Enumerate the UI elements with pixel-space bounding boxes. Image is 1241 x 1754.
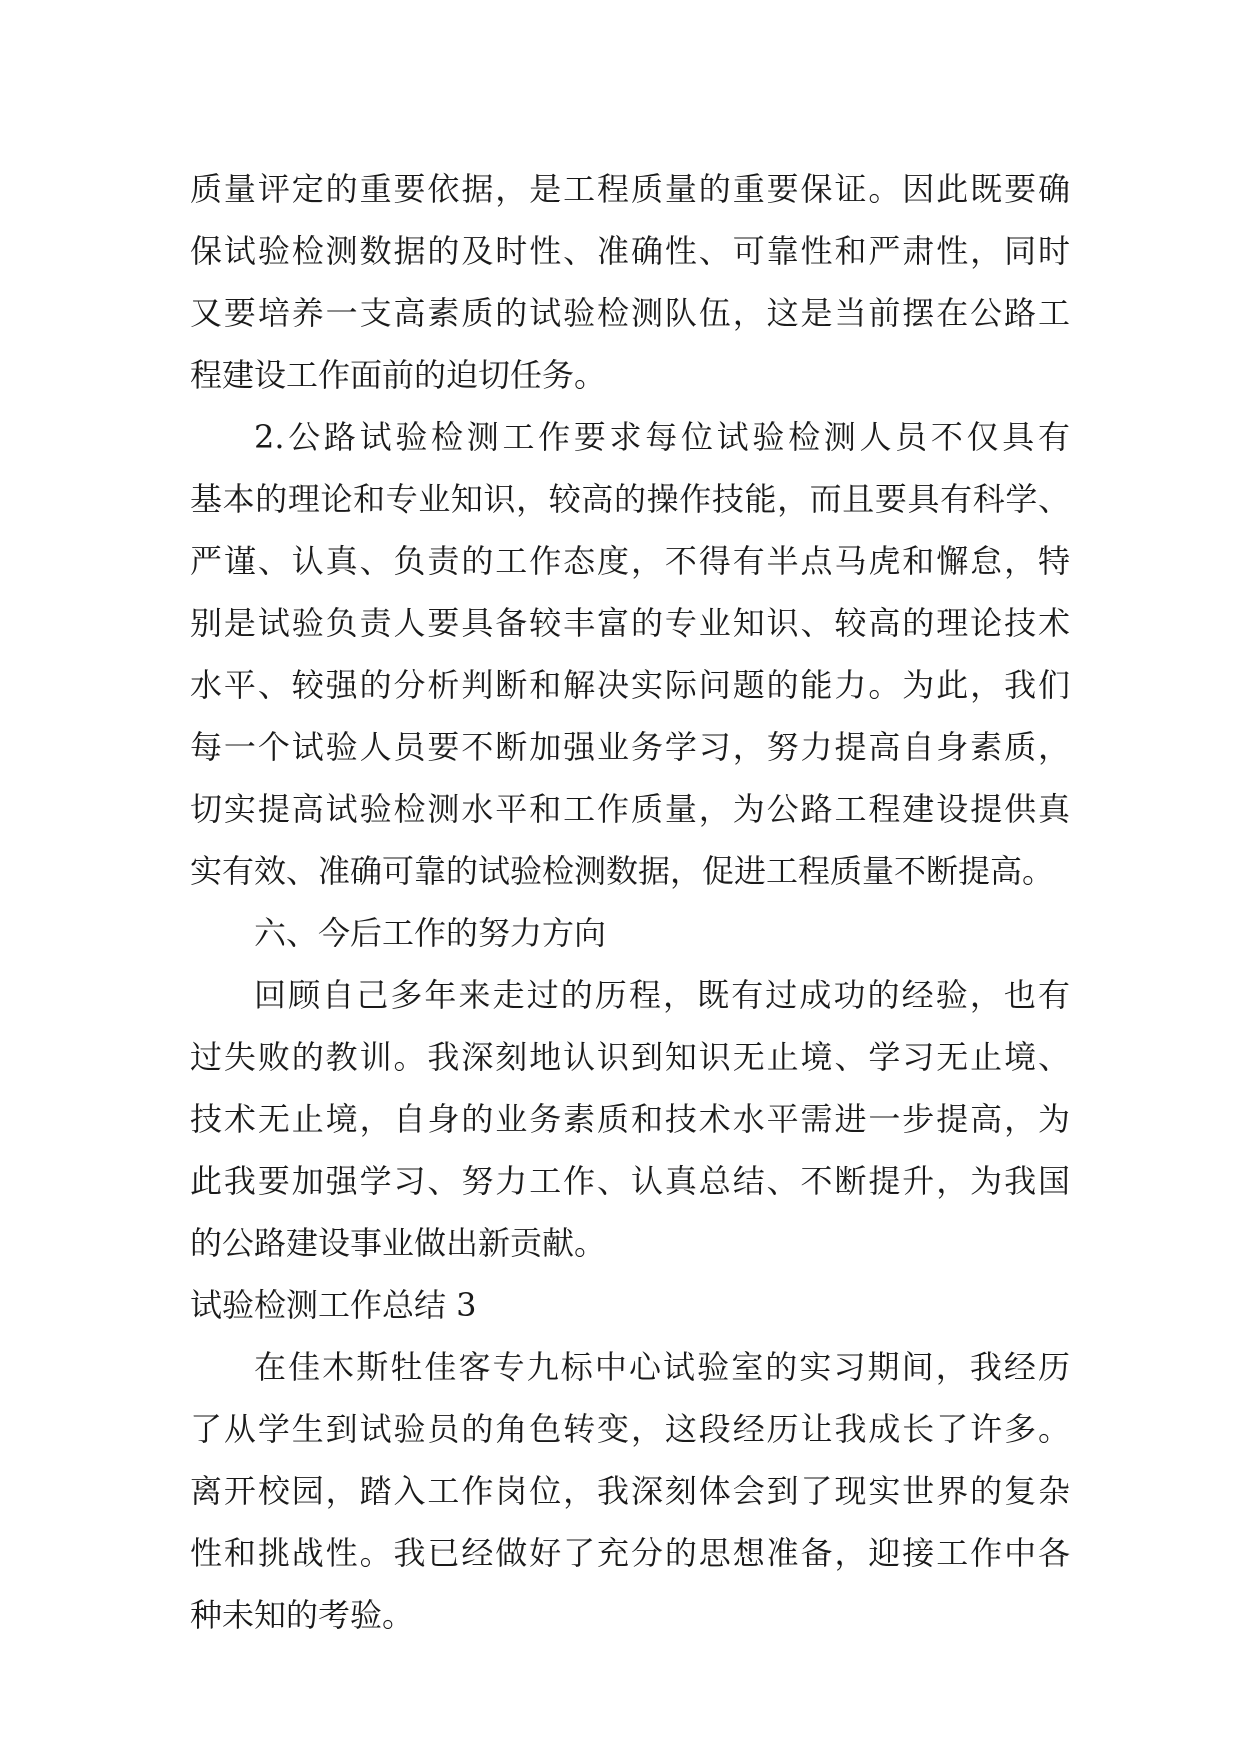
heading-text: 六、今后工作的努力方向 bbox=[254, 914, 607, 952]
text-line: 实有效、准确可靠的试验检测数据，促进工程质量不断提高。 bbox=[190, 852, 1055, 890]
text-line: 种未知的考验。 bbox=[190, 1596, 415, 1634]
text-line: 的公路建设事业做出新贡献。 bbox=[190, 1224, 607, 1262]
text-line: 基本的理论和专业知识，较高的操作技能，而且要具有科学、 bbox=[190, 480, 1070, 518]
paragraph-review bbox=[190, 964, 1070, 1274]
text-line: 别是试验负责人要具备较丰富的专业知识、较高的理论技术 bbox=[190, 604, 1070, 642]
text-line: 2.公路试验检测工作要求每位试验检测人员不仅具有 bbox=[254, 418, 1070, 456]
text-line: 过失败的教训。我深刻地认识到知识无止境、学习无止境、 bbox=[190, 1038, 1070, 1076]
paragraph-item-2 bbox=[190, 406, 1070, 902]
text-line: 水平、较强的分析判断和解决实际问题的能力。为此，我们 bbox=[190, 666, 1070, 704]
text-line: 了从学生到试验员的角色转变，这段经历让我成长了许多。 bbox=[190, 1410, 1070, 1448]
text-line: 保试验检测数据的及时性、准确性、可靠性和严肃性，同时 bbox=[190, 232, 1070, 270]
paragraph-internship bbox=[190, 1336, 1070, 1646]
text-line: 在佳木斯牡佳客专九标中心试验室的实习期间，我经历 bbox=[254, 1348, 1070, 1386]
text-line: 切实提高试验检测水平和工作质量，为公路工程建设提供真 bbox=[190, 790, 1070, 828]
text-line: 此我要加强学习、努力工作、认真总结、不断提升，为我国 bbox=[190, 1162, 1070, 1200]
document-body bbox=[190, 158, 1070, 1646]
text-line: 程建设工作面前的迫切任务。 bbox=[190, 356, 607, 394]
text-line: 每一个试验人员要不断加强业务学习，努力提高自身素质， bbox=[190, 728, 1070, 766]
section-title-text: 试验检测工作总结 3 bbox=[190, 1286, 477, 1324]
text-line: 又要培养一支高素质的试验检测队伍，这是当前摆在公路工 bbox=[190, 294, 1070, 332]
section-heading bbox=[190, 902, 1070, 964]
document-section-title bbox=[190, 1274, 1070, 1336]
text-line: 质量评定的重要依据，是工程质量的重要保证。因此既要确 bbox=[190, 170, 1070, 208]
text-line: 回顾自己多年来走过的历程，既有过成功的经验，也有 bbox=[254, 976, 1070, 1014]
text-line: 离开校园，踏入工作岗位，我深刻体会到了现实世界的复杂 bbox=[190, 1472, 1070, 1510]
paragraph-continuation bbox=[190, 158, 1070, 406]
text-line: 性和挑战性。我已经做好了充分的思想准备，迎接工作中各 bbox=[190, 1534, 1070, 1572]
text-line: 严谨、认真、负责的工作态度，不得有半点马虎和懈怠，特 bbox=[190, 542, 1070, 580]
text-line: 技术无止境，自身的业务素质和技术水平需进一步提高，为 bbox=[190, 1100, 1070, 1138]
